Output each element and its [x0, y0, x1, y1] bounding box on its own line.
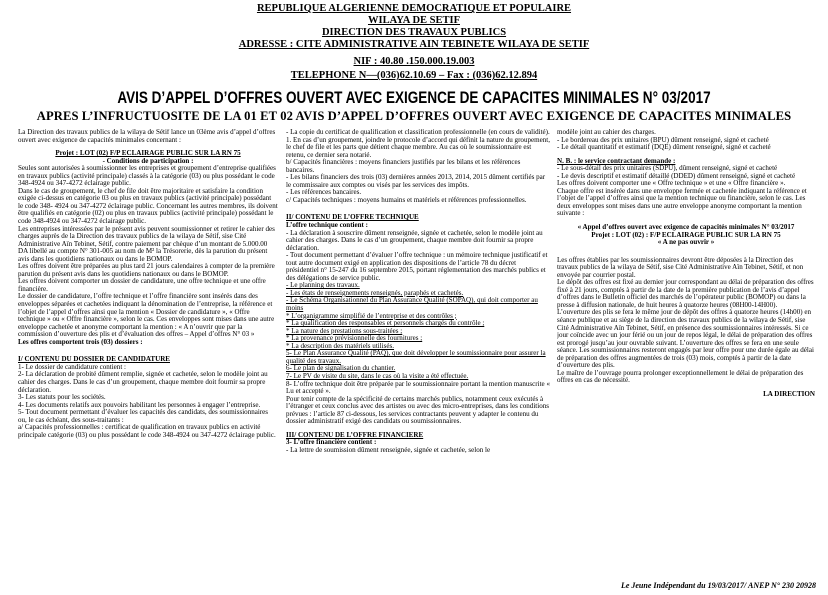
- envelope-mention: « Appel d’offres ouvert avec exigence de capacités minimales N° 03/2017: [577, 223, 795, 232]
- paragraph: Le dépôt des offres est fixé au dernier jour correspondant au délai de préparation des offres fixé à 21 jours, comptés à partir de la date de la première publication de l’avis d’appel d’offres dans le Bulletin officiel des marchés de l’opérateur public (BOMOP) ou dans la presse à diffusion nationale, de huit heures à quatorze heures (08H00-14H00).: [557, 278, 814, 309]
- list-item: 8- L’offre technique doit être préparée par le soumissionnaire portant la mention manuscrite « Lu et accepté ».: [286, 379, 550, 396]
- paragraph: Le dossier de candidature, l’offre technique et l’offre financière sont insérés dans des enveloppes séparées et cachetées indiquant la dénomination de l’entreprise, la référence et l’objet de l’appel d’offres ainsi que la mention « Dossier de candidature », « Offre technique » ou « Offre financière », selon le cas. Ces enveloppes sont mises dans une autre enveloppe cachetée et anonyme comportant la mention : « A n’ouvrir que par la commission d’ouverture des plis et d’évaluation des offres – Appel d’offres N° 03 »: [18, 292, 275, 339]
- header-phone: TELEPHONE N—(036)62.10.69 – Fax : (036)62.12.894: [290, 70, 538, 81]
- list-item: 5- Tout document permettant d’évaluer les capacités des candidats, des soumissionnaires ou, le cas échéant, des sous-traitants :: [18, 408, 269, 424]
- list-item: 2- La déclaration de probité dûment remplie, signée et cachetée, selon le modèle joint au cahier des charges. Dans le cas d’un groupement, chaque membre doit fournir sa propre déclaration.: [18, 370, 268, 394]
- list-item: - Le bordereau des prix unitaires (BPU) dûment renseigné, signé et cacheté: [557, 135, 769, 144]
- header-direction: DIRECTION DES TRAVAUX PUBLICS: [321, 27, 507, 38]
- list-item: - Le Schéma Organisationnel du Plan Assurance Qualité (SOPAQ), qui doit comporter au moins: [286, 296, 538, 313]
- paragraph: Les entreprises intéressées par le présent avis peuvent soumissionner et retirer le cahier des charges auprès de la Direction des travaux publics de la wilaya de Sétif, sise Cité Administrative Aïn Tebinet, Sétif, contre paiement par chèque d’un montant de 5.000.00 DA libellé au compte N° 301-005 au nom de M² la Trésorerie, dès la parution du présent avis dans les quotidiens nationaux ou dans le BOMOP.: [18, 224, 275, 263]
- paragraph: Dans le cas de groupement, le chef de file doit être majoritaire et satisfaire la condition exigée ci-dessus en catégorie 03 ou plus en travaux publics (activité principale) possédant le code 348- 4924 ou 347-4272 éclairage public. Concernant les autres membres, ils doivent être qualifiés en catégorie (02) ou plus en travaux publics (activité principale) possédant le code 348-4924 ou 347-4272 éclairage public.: [18, 186, 278, 226]
- header-address: ADRESSE : CITE ADMINISTRATIVE AIN TEBINETE WILAYA DE SETIF: [238, 39, 590, 50]
- list-item: 3- L’offre financière contient :: [286, 438, 377, 447]
- header-country: REPUBLIQUE ALGERIENNE DEMOCRATIQUE ET POPULAIRE: [256, 3, 572, 14]
- intro-text: La Direction des travaux publics de la wilaya de Sétif lance un 03ème avis d’appel d’offres ouvert avec exigence de capacités minimales concernant :: [18, 129, 276, 144]
- header-wilaya: WILAYA DE SETIF: [367, 15, 460, 26]
- list-item: - Le devis descriptif et estimatif détaillé (DDED) dûment renseigné, signé et cacheté: [557, 171, 796, 180]
- paragraph: - La copie du certificat de qualification et classification professionnelle (en cours de validité).: [286, 129, 550, 136]
- list-item: 1- Le dossier de candidature contient :: [18, 362, 127, 371]
- list-item: * La qualification des responsables et personnels chargés du contrôle ;: [286, 319, 485, 328]
- paragraph: Les offres doivent comporter une « Offre technique » et une « Offre financière ».: [557, 179, 786, 188]
- header-nif: NIF : 40.80 .150.000.19.003: [353, 56, 475, 67]
- nb-heading: N. B. : le service contractant demande :: [557, 156, 676, 165]
- paragraph: Le maître de l’ouvrage pourra prolonger exceptionnellement le délai de préparation des offres en cas de nécessité.: [557, 368, 804, 385]
- list-item: 4- Les documents relatifs aux pouvoirs habilitant les personnes à engager l’entreprise.: [18, 400, 261, 409]
- list-item: 5- Le Plan Assurance Qualité (PAQ), que doit développer le soumissionnaire pour assurer la qualité des travaux.: [286, 349, 546, 365]
- list-item: * La description des matériels utilisés.: [286, 341, 395, 350]
- list-item: L’offre technique contient :: [286, 221, 369, 230]
- paragraph: L’ouverture des plis se fera le même jour de dépôt des offres à quatorze heures (14h00) en séance publique et au siège de la direction des travaux publics de la wilaya de Sétif, sise Cité Administrative Aïn Tebinet, Sétif, en présence des soumissionnaires intéressés. Si ce jour coïncide avec un jour férié ou un jour de repos légal, le délai de préparation des offres est prorogé jusqu’au jour ouvrable suivant. L’ouverture des offres se fera en une seule séance. Les soumissionnaires resteront engagés par leur offre pour une durée égale au délai de préparation des offres augmentées de trois (03) mois, comptés à partir de la date d’ouverture des plis.: [557, 308, 814, 370]
- paragraph: modèle joint au cahier des charges.: [557, 129, 656, 136]
- envelope-project: Projet : LOT (02) : F/P ECLAIRAGE PUBLIC SUR LA RN 75: [591, 230, 781, 239]
- list-item: - Le détail quantitatif et estimatif (DQE) dûment renseigné, signé et cacheté: [557, 143, 771, 152]
- paragraph: Les offres doivent être préparées au plus tard 21 jours calendaires à compter de la première parution du présent avis dans les quotidiens nationaux ou dans le BOMOP.: [18, 262, 275, 278]
- paragraph: Pour tenir compte de la spécificité de certains marchés publics, notamment ceux exécutés à l’étranger et ceux conclus avec des artistes ou avec des micro-entreprises, dans les conditions prévues : l’article 87 ci-dessous, les services contractants peuvent y adapter le contenu du dossier administratif exigé des candidats ou soumissionnaires.: [286, 394, 549, 426]
- notice-title: AVIS D’APPEL D’OFFRES OUVERT AVEC EXIGENCE DE CAPACITES MINIMALES N° 03/2017: [117, 89, 711, 107]
- publication-footer: Le Jeune Indépendant du 19/03/2017/ ANEP N° 230 20928: [620, 581, 816, 590]
- paragraph: - Les références bancaires.: [286, 188, 362, 197]
- project-line: Projet : LOT (02) F/P ECLAIRAGE PUBLIC SUR LA RN 75: [55, 149, 241, 158]
- paragraph: Les offres doivent comporter un dossier de candidature, une offre technique et une offre financière.: [18, 277, 266, 293]
- list-item: a/ Capacités professionnelles : certificat de qualification en travaux publics en activité principale catégorie (03) ou plus possédant le code 348-4924 ou 347-4272 éclairage public.: [18, 423, 276, 439]
- conditions-heading: - Conditions de participation :: [102, 156, 194, 165]
- column-2: [286, 129, 550, 581]
- list-item: - Le sous-détail des prix unitaires (SDPU), dûment renseigné, signé et cacheté: [557, 164, 778, 173]
- list-item: 3- Les statuts pour les sociétés.: [18, 393, 106, 402]
- paragraph: c/ Capacités techniques : moyens humains et matériels et références professionnelles.: [286, 195, 527, 204]
- paragraph: - Les bilans financiers des trois (03) dernières années 2013, 2014, 2015 dûment certifiés par le commissaire aux comptes ou visés par les services des impôts.: [286, 173, 546, 189]
- paragraph: Seules sont autorisées à soumissionner les entreprises et groupement d’entreprise qualifiées en travaux publics (activité principale) classés à la catégorie (03) ou plus possédant le code 348-4924 ou 347-4272 éclairage public.: [18, 164, 276, 188]
- list-item: * L’organigramme simplifié de l’entreprise et des contrôles ;: [286, 311, 457, 320]
- list-item: * La nature des prestations sous-traitées ;: [286, 326, 403, 335]
- paragraph: b/ Capacités financières : moyens financiers justifiés par les bilans et les références bancaires.: [286, 158, 521, 174]
- list-item: * La provenance prévisionnelle des fournitures ;: [286, 334, 423, 343]
- column-1: [18, 129, 278, 577]
- section-heading: II/ CONTENU DE L’OFFRE TECHNIQUE: [286, 213, 419, 222]
- paragraph: Chaque offre est insérée dans une enveloppe fermée et cachetée indiquant la référence et l’objet de l’appel d’offres ainsi que la mention technique ou financière, selon le cas. Les deux enveloppes sont mises dans une autre enveloppe anonyme comportant la mention suivante :: [557, 186, 807, 218]
- signature: LA DIRECTION: [763, 389, 815, 398]
- paragraph: Les offres établies par les soumissionnaires devront être déposées à la Direction des travaux publics de la wilaya de Sétif, sise Cité Administrative Aïn Tebinet, Sétif, et non envoyée par courrier postal.: [557, 255, 804, 279]
- notice-subtitle: APRES L’INFRUCTUOSITE DE LA 01 ET 02 AVIS D’APPEL D’OFFRES OUVERT AVEC EXIGENCE DE CAPACITES MINIMALES: [36, 109, 792, 123]
- column-3: [557, 129, 815, 577]
- list-item: - La lettre de soumission dûment renseignée, signée et cachetée, selon le: [286, 445, 491, 454]
- list-item: - Le planning des travaux.: [286, 281, 360, 290]
- section-heading: III/ CONTENU DE L’OFFRE FINANCIERE: [286, 430, 424, 439]
- paragraph: Les offres comportent trois (03) dossiers :: [18, 337, 143, 346]
- list-item: - Les états de renseignements renseignés, paraphés et cachetés.: [286, 288, 464, 297]
- list-item: 7- Le PV de visite du site, dans le cas où la visite a été effectuée.: [286, 371, 469, 380]
- section-heading: I/ CONTENU DU DOSSIER DE CANDIDATURE: [18, 355, 170, 364]
- envelope-warning: « A ne pas ouvrir »: [657, 238, 715, 247]
- list-item: 6- Le plan de signalisation du chantier.: [286, 364, 396, 373]
- list-item: - Tout document permettant d’évaluer l’offre technique : un mémoire technique justificatif et tout autre document exigé en application des dispositions de l’article 78 du décret présidentiel n° 15-247 du 16 septembre 2015, portant réglementation des marchés publics et des délégations de service public.: [286, 251, 548, 282]
- paragraph: 1. En cas d’un groupement, joindre le protocole d’accord qui définit la nature du groupement, le chef de file et les parts que détient chaque membre. Au cas où le soumissionnaire est retenu, ce dernier sera notarié.: [286, 135, 550, 159]
- list-item: - La déclaration à souscrire dûment renseignée, signée et cachetée, selon le modèle joint au cahier des charges. Dans le cas d’un groupement, chaque membre doit fournir sa propre déclaration.: [286, 228, 543, 252]
